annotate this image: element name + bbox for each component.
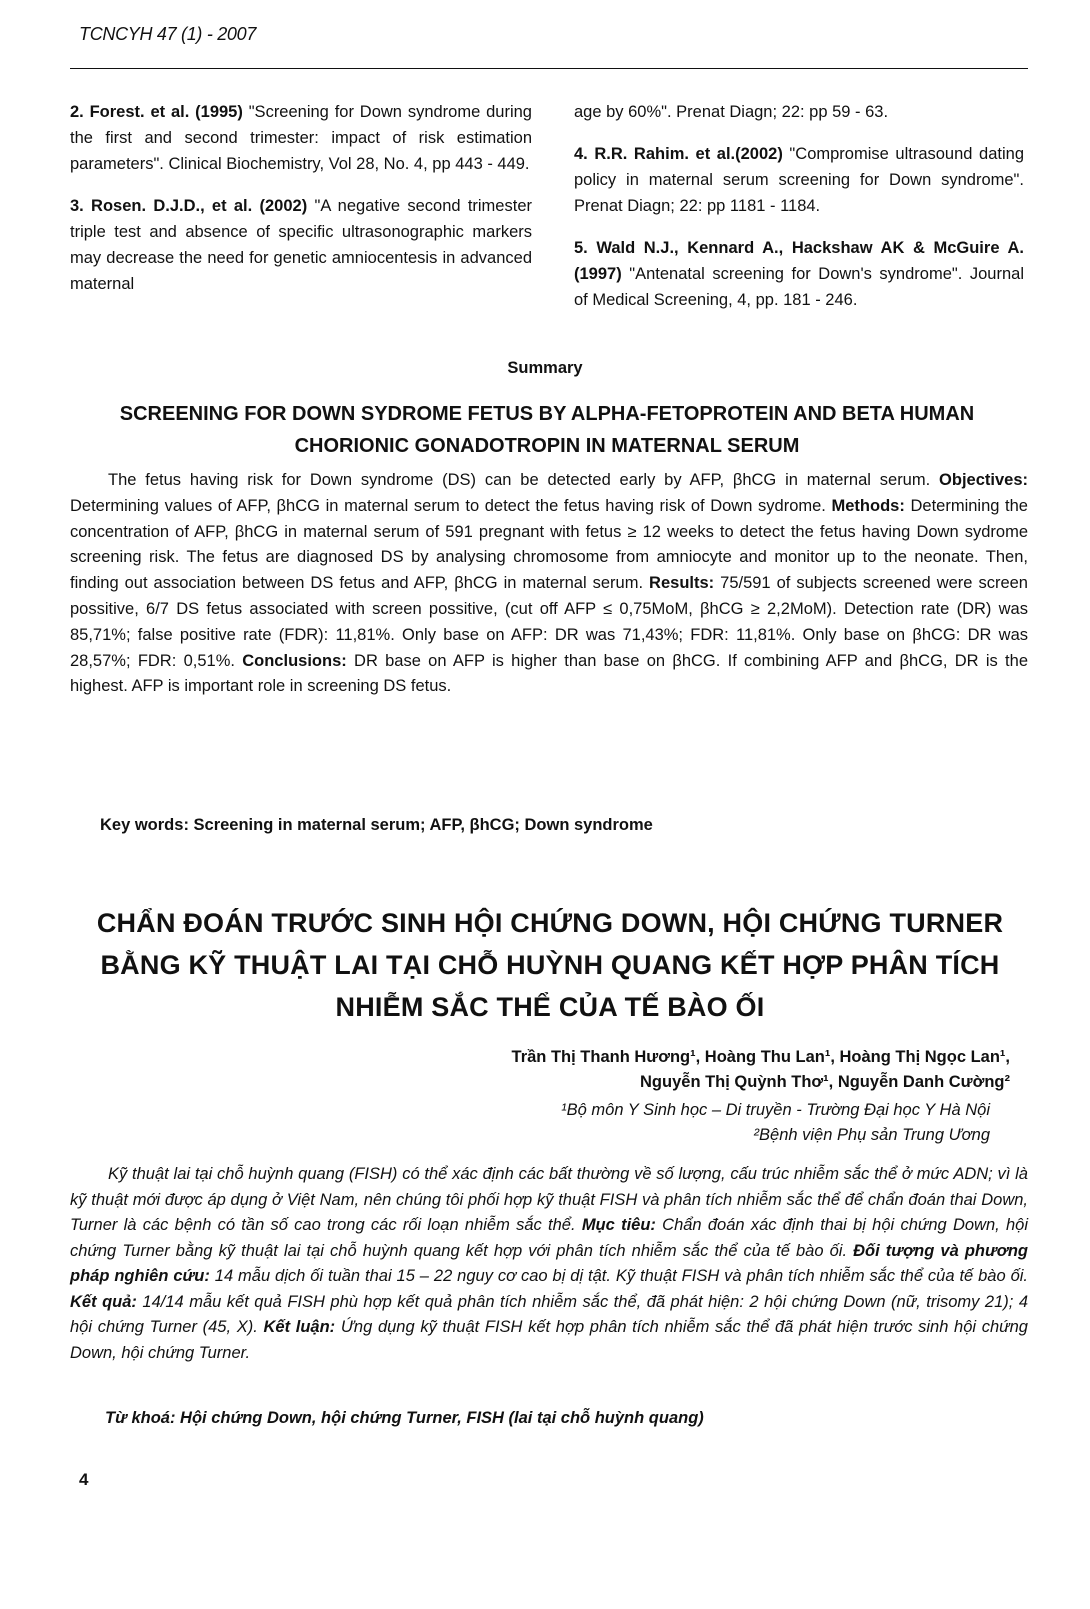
ket-luan-text: Ứng dụng kỹ thuật FISH kết hợp phân tích nhiễm sắc thể đã phát hiện trước sinh hội chứng Down, hội chứng Turner. xyxy=(70,1318,1028,1362)
reference-text: "Antenatal screening for Down's syndrome". Journal of Medical Screening, 4, pp. 181 - 246. xyxy=(574,265,1024,309)
reference-item xyxy=(70,193,532,297)
reference-authors: 5. Wald N.J., Kennard A., Hackshaw AK & McGuire A. (1997) xyxy=(574,239,1024,283)
reference-text: "Screening for Down syndrome during the first and second trimester: impact of risk estimation parameters". Clinical Biochemistry, Vol 28, No. 4, pp 443 - 449. xyxy=(70,103,532,173)
ket-qua-label: Kết quả: xyxy=(70,1292,137,1311)
conclusions-text: DR base on AFP is higher than base on βhCG. If combining AFP and βhCG, DR is the highest. AFP is important role in screening DS fetus. xyxy=(70,651,1028,696)
english-title xyxy=(62,398,1032,462)
reference-item xyxy=(574,235,1024,313)
muc-tieu-text: Chẩn đoán xác định thai bị hội chứng Down, hội chứng Turner bằng kỹ thuật lai tại chỗ huỳnh quang kết hợp với phân tích nhiễm sắc thể của tế bào ối. xyxy=(70,1216,1028,1260)
vn-abstract-intro: Kỹ thuật lai tại chỗ huỳnh quang (FISH) có thể xác định các bất thường về số lượng, cấu trúc nhiễm sắc thể ở mức ADN; vì là kỹ thuật mới được áp dụng ở Việt Nam, nên chúng tôi phối hợp kỹ thuật FISH và phân tích nhiễm sắc thể để chẩn đoán thai Down, Turner là các bệnh có tần số cao trong các rối loạn nhiễm sắc thể. xyxy=(70,1165,1028,1234)
objectives-label: Objectives: xyxy=(939,471,1028,489)
reference-authors: 4. R.R. Rahim. et al.(2002) xyxy=(574,145,783,163)
objectives-text: Determining values of AFP, βhCG in maternal serum to detect the fetus having risk of Down sydrome. xyxy=(70,496,826,515)
reference-item xyxy=(574,141,1024,219)
authors-line-2: Nguyễn Thị Quỳnh Thơ¹, Nguyễn Danh Cường² xyxy=(640,1073,1010,1091)
affiliations xyxy=(310,1098,990,1148)
authors-line-1: Trần Thị Thanh Hương¹, Hoàng Thu Lan¹, Hoàng Thị Ngọc Lan¹, xyxy=(511,1048,1010,1066)
english-title-line-1: SCREENING FOR DOWN SYDROME FETUS BY ALPHA-FETOPROTEIN AND BETA HUMAN xyxy=(119,403,975,425)
affiliation-2: ²Bệnh viện Phụ sản Trung Ương xyxy=(753,1126,990,1144)
reference-text: "Compromise ultrasound dating policy in maternal serum screening for Down syndrome". Prenat Diagn; 22: pp 1181 - 1184. xyxy=(574,145,1024,215)
references-left-column xyxy=(70,99,532,313)
doi-tuong-text: 14 mẫu dịch ối tuần thai 15 – 22 nguy cơ cao bị dị tật. Kỹ thuật FISH và phân tích nhiễm sắc thể của tế bào ối. xyxy=(209,1267,1028,1285)
vietnamese-abstract xyxy=(70,1162,1028,1366)
header-rule xyxy=(70,68,1028,69)
english-keywords: Key words: Screening in maternal serum; AFP, βhCG; Down syndrome xyxy=(100,816,653,834)
english-title-line-2: CHORIONIC GONADOTROPIN IN MATERNAL SERUM xyxy=(294,435,800,457)
reference-text: age by 60%". Prenat Diagn; 22: pp 59 - 63. xyxy=(574,103,889,121)
summary-heading: Summary xyxy=(507,359,583,377)
author-list xyxy=(330,1045,1010,1095)
conclusions-label: Conclusions: xyxy=(242,651,347,670)
journal-header: TCNCYH 47 (1) - 2007 xyxy=(79,24,257,44)
muc-tieu-label: Mục tiêu: xyxy=(581,1216,656,1234)
reference-authors: 3. Rosen. D.J.D., et al. (2002) xyxy=(70,197,308,215)
ket-luan-label: Kết luận: xyxy=(263,1318,336,1336)
doi-tuong-label: Đối tượng và phương pháp nghiên cứu: xyxy=(70,1241,1029,1285)
results-label: Results: xyxy=(649,574,715,593)
results-text: 75/591 of subjects screened were screen possitive, 6/7 DS fetus associated with screen possitive, (cut off AFP ≤ 0,75MoM, βhCG ≥ 2,2MoM). Detection rate (DR) was 85,71%; false positive rate (FDR): 11,81%. Only base on AFP: DR was 71,43%; FDR: 11,81%. Only base on βhCG: DR was 28,57%; FDR: 0,51%. xyxy=(70,574,1028,670)
reference-continuation xyxy=(574,99,1024,125)
references-right-column xyxy=(574,99,1024,329)
affiliation-1: ¹Bộ môn Y Sinh học – Di truyền - Trường Đại học Y Hà Nội xyxy=(561,1101,990,1119)
ket-qua-text: 14/14 mẫu kết quả FISH phù hợp kết quả phân tích nhiễm sắc thể, đã phát hiện: 2 hội chứng Down (nữ, trisomy 21); 4 hội chứng Turner (45, X). xyxy=(70,1292,1029,1336)
vietnamese-keywords: Từ khoá: Hội chứng Down, hội chứng Turner, FISH (lai tại chỗ huỳnh quang) xyxy=(105,1409,704,1427)
vietnamese-title: CHẨN ĐOÁN TRƯỚC SINH HỘI CHỨNG DOWN, HỘI CHỨNG TURNER BẰNG KỸ THUẬT LAI TẠI CHỖ HUỲNH QUANG KẾT HỢP PHÂN TÍCH NHIỄM SẮC THỂ CỦA TẾ BÀO ỐI xyxy=(96,908,1004,1022)
methods-label: Methods: xyxy=(831,496,905,515)
english-abstract xyxy=(70,468,1028,700)
methods-text: Determining the concentration of AFP, βhCG in maternal serum of 591 pregnant with fetus ≥ 12 weeks to detect the fetus having Down sydrome screening risk. The fetus are diagnosed DS by analysing chromosome from amniocyte and monitor up to the neonate. Then, finding out association between DS fetus and AFP, βhCG in maternal serum. xyxy=(70,496,1028,593)
page-number: 4 xyxy=(79,1470,89,1489)
reference-authors: 2. Forest. et al. (1995) xyxy=(70,103,243,121)
abstract-intro: The fetus having risk for Down syndrome (DS) can be detected early by AFP, βhCG in maternal serum. xyxy=(108,471,931,489)
reference-text: "A negative second trimester triple test and absence of specific ultrasonographic markers may decrease the need for genetic amniocentesis in advanced maternal xyxy=(70,197,532,293)
reference-item xyxy=(70,99,532,177)
